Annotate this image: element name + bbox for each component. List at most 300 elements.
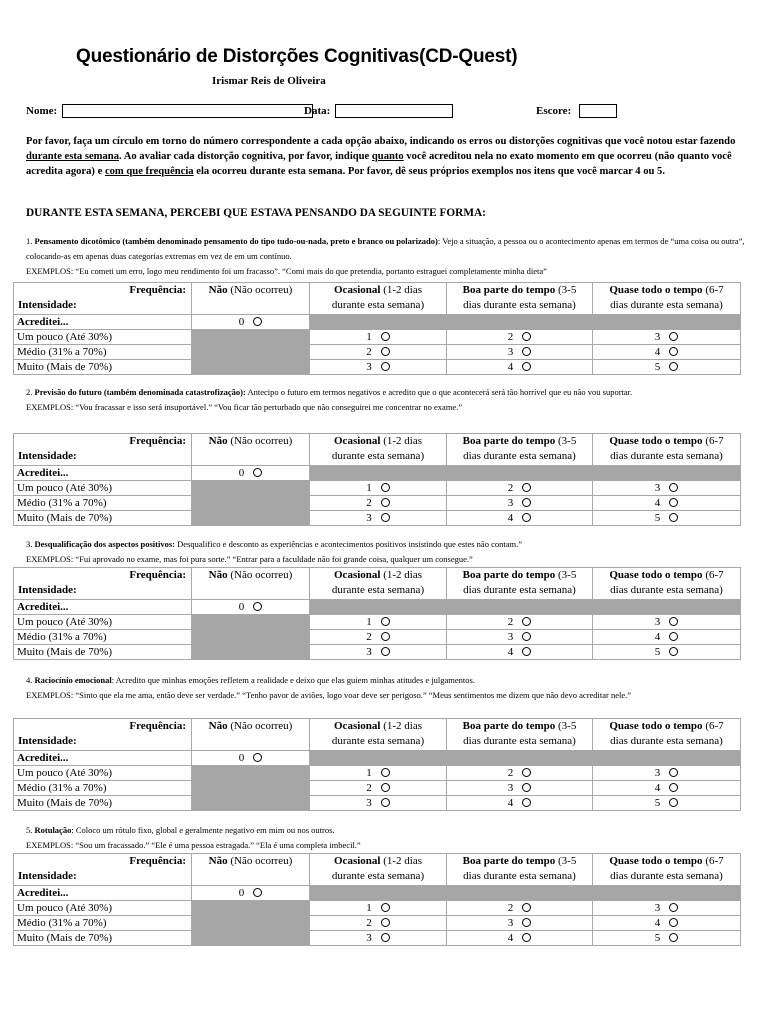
radio-circle-icon[interactable] [381,483,390,492]
score-number: 4 [507,512,514,524]
radio-circle-icon[interactable] [669,647,678,656]
score-option[interactable] [310,345,447,360]
radio-circle-icon[interactable] [669,347,678,356]
table-row [14,466,741,481]
col-header-boa-parte [447,434,593,466]
score-number: 0 [238,467,245,479]
radio-circle-icon[interactable] [522,332,531,341]
score-number: 3 [507,917,514,929]
frequency-label: Frequência: [129,720,186,732]
radio-circle-icon[interactable] [669,933,678,942]
radio-circle-icon[interactable] [669,783,678,792]
radio-circle-icon[interactable] [522,903,531,912]
shaded-cell [192,781,310,796]
frequency-label: Frequência: [129,435,186,447]
radio-circle-icon[interactable] [381,362,390,371]
score-number: 4 [507,797,514,809]
col-header-bold: Não [208,435,228,447]
table-row [14,496,741,511]
table-row [14,481,741,496]
col-header-bold: Boa parte do tempo [462,284,556,296]
item-section [13,385,741,526]
rating-table [13,718,741,811]
score-option[interactable] [447,496,593,511]
shaded-cell [593,466,741,481]
shaded-cell [192,615,310,630]
radio-circle-icon[interactable] [381,632,390,641]
shaded-cell [192,481,310,496]
score-label: Escore: [536,105,572,117]
score-number: 3 [366,361,372,373]
col-header-rest: dias durante esta semana) [610,299,723,311]
table-row [14,511,741,526]
col-header-rest: (Não ocorreu) [227,569,293,581]
row-label: Um pouco (Até 30%) [14,615,192,630]
author-name: Irismar Reis de Oliveira [212,75,326,87]
radio-circle-icon[interactable] [669,918,678,927]
col-header-bold: Boa parte do tempo [462,855,556,867]
radio-circle-icon[interactable] [669,483,678,492]
score-option[interactable] [447,931,593,946]
col-header-bold: Boa parte do tempo [462,569,556,581]
table-row [14,916,741,931]
col-header-boa-parte [447,568,593,600]
row-label: Um pouco (Até 30%) [14,901,192,916]
col-header-bold: Boa parte do tempo [462,720,556,732]
score-option[interactable] [447,345,593,360]
col-header-rest: durante esta semana) [331,299,425,311]
radio-circle-icon[interactable] [669,632,678,641]
shaded-cell [447,886,593,901]
header-corner [14,434,192,466]
col-header-rest: (1-2 dias [380,284,422,296]
radio-circle-icon[interactable] [381,647,390,656]
radio-circle-icon[interactable] [253,317,262,326]
score-option[interactable] [593,645,741,660]
table-row [14,796,741,811]
intensity-label: Intensidade: [18,450,77,462]
col-header-nao [192,283,310,315]
score-option[interactable] [447,481,593,496]
score-option[interactable] [593,496,741,511]
radio-circle-icon[interactable] [669,513,678,522]
col-header-rest: (1-2 dias [380,569,422,581]
radio-circle-icon[interactable] [522,933,531,942]
col-header-rest: dias durante esta semana) [463,735,576,747]
item-desc-text: Antecipo o futuro em termos negativos e acredito que o que acontecerá será tão horrível que eu não vou suportar. [245,387,633,397]
radio-circle-icon[interactable] [381,347,390,356]
score-option[interactable] [593,630,741,645]
table-header-row [14,854,741,886]
item-title: Raciocínio emocional [34,675,112,685]
score-number: 3 [654,902,661,914]
table-row [14,315,741,330]
shaded-cell [192,345,310,360]
score-number: 4 [654,346,661,358]
score-number: 0 [238,887,245,899]
col-header-bold: Quase todo o tempo [609,855,703,867]
radio-circle-icon[interactable] [381,903,390,912]
instructions-underline-3: com que frequência [104,166,194,177]
radio-circle-icon[interactable] [669,768,678,777]
shaded-cell [192,496,310,511]
col-header-quase-todo [593,719,741,751]
score-number: 4 [654,782,661,794]
col-header-rest: dias durante esta semana) [610,870,723,882]
col-header-rest: durante esta semana) [331,584,425,596]
row-label-acreditei: Acreditei... [14,886,192,901]
item-section [13,234,745,375]
row-label: Um pouco (Até 30%) [14,766,192,781]
score-number: 2 [507,616,514,628]
row-label-acreditei: Acreditei... [14,315,192,330]
col-header-rest: (Não ocorreu) [227,284,293,296]
radio-circle-icon[interactable] [522,513,531,522]
score-number: 1 [366,767,372,779]
col-header-quase-todo [593,283,741,315]
col-header-ocasional [310,434,447,466]
instructions-underline-2: quanto [371,151,404,162]
score-option[interactable] [593,781,741,796]
score-option[interactable] [447,796,593,811]
score-option[interactable] [310,931,447,946]
col-header-rest: dias durante esta semana) [463,584,576,596]
item-examples: EXEMPLOS: “Vou fracassar e isso será insuportável.” “Vou ficar tão perturbado que não conseguirei me concentrar no exame.” [26,402,463,412]
header-corner [14,719,192,751]
col-header-rest: dias durante esta semana) [463,450,576,462]
col-header-rest: durante esta semana) [331,450,425,462]
col-header-quase-todo [593,854,741,886]
score-option[interactable] [593,796,741,811]
score-number: 1 [366,331,372,343]
radio-circle-icon[interactable] [522,798,531,807]
score-number: 2 [366,497,372,509]
score-number: 3 [366,512,372,524]
score-option-0[interactable] [192,600,310,615]
score-option[interactable] [447,645,593,660]
score-option[interactable] [310,916,447,931]
rating-table [13,567,741,660]
shaded-cell [447,600,593,615]
row-label: Um pouco (Até 30%) [14,481,192,496]
score-option[interactable] [310,330,447,345]
col-header-ocasional [310,283,447,315]
item-description [13,673,751,718]
score-option[interactable] [310,766,447,781]
radio-circle-icon[interactable] [669,332,678,341]
item-desc-text: : Coloco um rótulo fixo, global e geralmente negativo em mim ou nos outros. [71,825,335,835]
header-corner [14,854,192,886]
score-field[interactable] [579,104,617,118]
col-header-rest: (6-7 [702,435,724,447]
frequency-label: Frequência: [129,284,186,296]
instructions-text-2: . Ao avaliar cada distorção cognitiva, por favor, indique [119,151,372,162]
col-header-rest: durante esta semana) [331,735,425,747]
item-description [13,823,751,853]
col-header-bold: Não [208,855,228,867]
shaded-cell [192,901,310,916]
score-option[interactable] [310,360,447,375]
score-option[interactable] [447,511,593,526]
item-description [13,537,751,567]
radio-circle-icon[interactable] [381,768,390,777]
radio-circle-icon[interactable] [522,783,531,792]
radio-circle-icon[interactable] [522,918,531,927]
intensity-label: Intensidade: [18,735,77,747]
col-header-bold: Quase todo o tempo [609,284,703,296]
radio-circle-icon[interactable] [522,498,531,507]
score-number: 3 [654,767,661,779]
table-row [14,615,741,630]
col-header-rest: (3-5 [555,855,577,867]
frequency-label: Frequência: [129,569,186,581]
item-section [13,673,741,811]
shaded-cell [593,315,741,330]
score-option[interactable] [447,330,593,345]
col-header-rest: durante esta semana) [331,870,425,882]
score-option-0[interactable] [192,466,310,481]
radio-circle-icon[interactable] [253,468,262,477]
score-option[interactable] [593,330,741,345]
score-option[interactable] [310,630,447,645]
item-number: 1. [26,236,35,246]
table-row [14,330,741,345]
score-number: 2 [507,331,514,343]
radio-circle-icon[interactable] [381,617,390,626]
table-row [14,886,741,901]
table-row [14,751,741,766]
radio-circle-icon[interactable] [522,362,531,371]
score-number: 1 [366,902,372,914]
shaded-cell [310,315,447,330]
col-header-bold: Quase todo o tempo [609,569,703,581]
radio-circle-icon[interactable] [522,647,531,656]
score-number: 5 [654,646,661,658]
score-option[interactable] [447,766,593,781]
intensity-label: Intensidade: [18,299,77,311]
shaded-cell [447,315,593,330]
radio-circle-icon[interactable] [381,498,390,507]
score-number: 2 [507,482,514,494]
score-number: 0 [238,601,245,613]
score-option[interactable] [310,781,447,796]
shaded-cell [310,600,447,615]
radio-circle-icon[interactable] [522,768,531,777]
row-label: Muito (Mais de 70%) [14,360,192,375]
radio-circle-icon[interactable] [522,632,531,641]
radio-circle-icon[interactable] [381,918,390,927]
table-row [14,630,741,645]
item-examples: EXEMPLOS: “Fui aprovado no exame, mas foi pura sorte.” “Entrar para a faculdade não foi grande coisa, qualquer um consegue.” [26,554,473,564]
name-field[interactable] [62,104,313,118]
radio-circle-icon[interactable] [522,347,531,356]
row-label: Médio (31% a 70%) [14,781,192,796]
radio-circle-icon[interactable] [253,753,262,762]
name-label: Nome: [26,105,58,117]
radio-circle-icon[interactable] [669,498,678,507]
row-label: Médio (31% a 70%) [14,916,192,931]
shaded-cell [310,466,447,481]
col-header-quase-todo [593,568,741,600]
item-number: 5. [26,825,35,835]
row-label: Médio (31% a 70%) [14,345,192,360]
score-option[interactable] [447,630,593,645]
score-option-0[interactable] [192,751,310,766]
shaded-cell [593,886,741,901]
col-header-ocasional [310,719,447,751]
score-number: 3 [366,797,372,809]
radio-circle-icon[interactable] [381,933,390,942]
radio-circle-icon[interactable] [253,888,262,897]
col-header-rest: dias durante esta semana) [610,735,723,747]
radio-circle-icon[interactable] [381,513,390,522]
score-number: 3 [507,497,514,509]
score-option[interactable] [310,481,447,496]
score-number: 4 [507,932,514,944]
col-header-rest: (3-5 [555,284,577,296]
score-option[interactable] [593,481,741,496]
item-number: 4. [26,675,35,685]
score-number: 3 [507,782,514,794]
col-header-rest: dias durante esta semana) [610,450,723,462]
row-label: Muito (Mais de 70%) [14,645,192,660]
score-number: 3 [366,646,372,658]
score-option-0[interactable] [192,315,310,330]
score-number: 3 [654,482,661,494]
shaded-cell [593,600,741,615]
shaded-cell [192,766,310,781]
radio-circle-icon[interactable] [381,798,390,807]
score-option[interactable] [447,360,593,375]
score-option[interactable] [447,615,593,630]
shaded-cell [192,630,310,645]
row-label-acreditei: Acreditei... [14,466,192,481]
radio-circle-icon[interactable] [381,783,390,792]
row-label: Um pouco (Até 30%) [14,330,192,345]
instructions-text-1: Por favor, faça um círculo em torno do número correspondente a cada opção abaixo, indicando os erros ou distorções cognitivas que você notou estar fazendo [26,136,736,147]
radio-circle-icon[interactable] [253,602,262,611]
score-number: 2 [366,346,372,358]
row-label: Muito (Mais de 70%) [14,931,192,946]
instructions-underline-1: durante esta semana [26,151,119,162]
shaded-cell [192,916,310,931]
score-option[interactable] [593,931,741,946]
score-number: 2 [507,902,514,914]
score-option[interactable] [310,796,447,811]
col-header-rest: (6-7 [702,569,724,581]
score-option[interactable] [593,901,741,916]
col-header-boa-parte [447,719,593,751]
table-row [14,781,741,796]
shaded-cell [192,511,310,526]
col-header-boa-parte [447,283,593,315]
score-option[interactable] [593,766,741,781]
date-field[interactable] [335,104,453,118]
col-header-nao [192,854,310,886]
table-row [14,360,741,375]
score-option[interactable] [593,360,741,375]
rating-table [13,282,741,375]
col-header-bold: Ocasional [334,855,381,867]
item-section [13,537,741,660]
row-label: Médio (31% a 70%) [14,630,192,645]
col-header-bold: Quase todo o tempo [609,435,703,447]
score-option[interactable] [593,916,741,931]
col-header-bold: Ocasional [334,284,381,296]
radio-circle-icon[interactable] [669,362,678,371]
col-header-rest: (6-7 [702,284,724,296]
table-header-row [14,719,741,751]
col-header-rest: (3-5 [555,435,577,447]
shaded-cell [192,360,310,375]
score-option[interactable] [310,901,447,916]
item-examples: EXEMPLOS: “Sinto que ela me ama, então deve ser verdade.” “Tenho pavor de aviões, logo voar deve ser perigoso.” “Meus sentimentos me dizem que não devo acreditar nele.” [26,690,632,700]
table-row [14,345,741,360]
score-number: 4 [507,361,514,373]
col-header-bold: Não [208,284,228,296]
score-number: 3 [366,932,372,944]
col-header-rest: dias durante esta semana) [463,299,576,311]
shaded-cell [447,466,593,481]
radio-circle-icon[interactable] [669,617,678,626]
intensity-label: Intensidade: [18,584,77,596]
score-number: 0 [238,752,245,764]
row-label-acreditei: Acreditei... [14,751,192,766]
header-corner [14,568,192,600]
radio-circle-icon[interactable] [522,483,531,492]
radio-circle-icon[interactable] [669,903,678,912]
col-header-rest: (Não ocorreu) [227,435,293,447]
col-header-bold: Ocasional [334,569,381,581]
col-header-bold: Ocasional [334,435,381,447]
shaded-cell [447,751,593,766]
score-option[interactable] [310,511,447,526]
score-option[interactable] [593,511,741,526]
score-option[interactable] [593,345,741,360]
row-label: Muito (Mais de 70%) [14,511,192,526]
row-label: Médio (31% a 70%) [14,496,192,511]
radio-circle-icon[interactable] [669,798,678,807]
col-header-ocasional [310,568,447,600]
shaded-cell [192,645,310,660]
score-option[interactable] [447,901,593,916]
col-header-rest: (6-7 [702,855,724,867]
page-title: Questionário de Distorções Cognitivas(CD-Quest) [76,46,518,67]
col-header-nao [192,719,310,751]
radio-circle-icon[interactable] [381,332,390,341]
score-number: 5 [654,512,661,524]
item-section [13,823,741,946]
row-label-acreditei: Acreditei... [14,600,192,615]
score-option[interactable] [447,781,593,796]
score-number: 5 [654,797,661,809]
radio-circle-icon[interactable] [522,617,531,626]
col-header-nao [192,568,310,600]
rating-table [13,853,741,946]
score-option[interactable] [310,615,447,630]
score-option-0[interactable] [192,886,310,901]
score-option[interactable] [447,916,593,931]
score-number: 5 [654,361,661,373]
score-option[interactable] [593,615,741,630]
item-title: Desqualificação dos aspectos positivos: [34,539,175,549]
table-row [14,901,741,916]
col-header-rest: dias durante esta semana) [463,870,576,882]
shaded-cell [310,751,447,766]
col-header-bold: Não [208,569,228,581]
score-option[interactable] [310,496,447,511]
score-option[interactable] [310,645,447,660]
